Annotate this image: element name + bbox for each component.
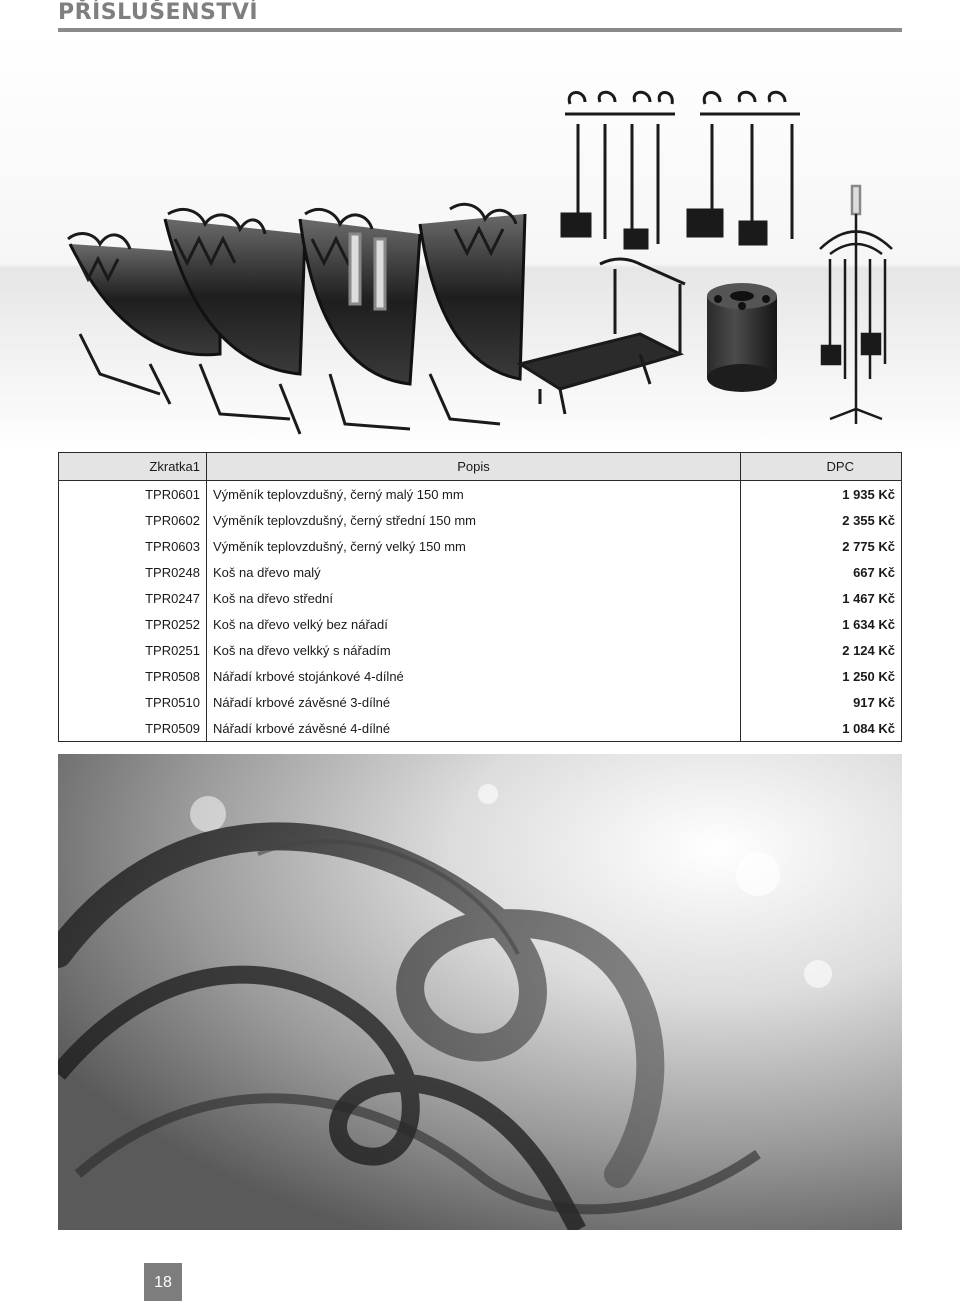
table-row bbox=[59, 585, 902, 611]
cell-code: TPR0248 bbox=[59, 559, 207, 585]
cell-description: Koš na dřevo velkký s nářadím bbox=[207, 637, 741, 663]
table-row bbox=[59, 559, 902, 585]
cell-price: 2 775 Kč bbox=[741, 533, 902, 559]
table-row bbox=[59, 637, 902, 663]
page-number-badge: 18 bbox=[144, 1263, 182, 1301]
cell-price: 917 Kč bbox=[741, 689, 902, 715]
price-table bbox=[58, 452, 902, 742]
header-description: Popis bbox=[207, 453, 741, 481]
cell-code: TPR0510 bbox=[59, 689, 207, 715]
cell-description: Nářadí krbové závěsné 4-dílné bbox=[207, 715, 741, 742]
heat-exchanger bbox=[707, 283, 777, 392]
cell-price: 667 Kč bbox=[741, 559, 902, 585]
cell-price: 1 467 Kč bbox=[741, 585, 902, 611]
cell-code: TPR0247 bbox=[59, 585, 207, 611]
table-row bbox=[59, 481, 902, 508]
table-row bbox=[59, 507, 902, 533]
cell-code: TPR0509 bbox=[59, 715, 207, 742]
cell-price: 2 355 Kč bbox=[741, 507, 902, 533]
cell-description: Koš na dřevo malý bbox=[207, 559, 741, 585]
cell-description: Nářadí krbové závěsné 3-dílné bbox=[207, 689, 741, 715]
table-header-row bbox=[59, 453, 902, 481]
cell-code: TPR0603 bbox=[59, 533, 207, 559]
product-photo bbox=[0, 34, 960, 452]
cell-price: 1 634 Kč bbox=[741, 611, 902, 637]
header-price: DPC bbox=[741, 453, 902, 481]
cell-description: Nářadí krbové stojánkové 4-dílné bbox=[207, 663, 741, 689]
table-row bbox=[59, 689, 902, 715]
heading-divider bbox=[58, 28, 902, 32]
cell-description: Koš na dřevo velký bez nářadí bbox=[207, 611, 741, 637]
cell-price: 2 124 Kč bbox=[741, 637, 902, 663]
table-row bbox=[59, 715, 902, 742]
cell-code: TPR0252 bbox=[59, 611, 207, 637]
table-row bbox=[59, 611, 902, 637]
cell-description: Koš na dřevo střední bbox=[207, 585, 741, 611]
table-row bbox=[59, 533, 902, 559]
cell-code: TPR0602 bbox=[59, 507, 207, 533]
cell-description: Výměník teplovzdušný, černý malý 150 mm bbox=[207, 481, 741, 508]
cell-price: 1 250 Kč bbox=[741, 663, 902, 689]
cell-price: 1 084 Kč bbox=[741, 715, 902, 742]
cell-description: Výměník teplovzdušný, černý střední 150 mm bbox=[207, 507, 741, 533]
cell-code: TPR0601 bbox=[59, 481, 207, 508]
smoke-decoration-image bbox=[58, 754, 902, 1230]
cell-price: 1 935 Kč bbox=[741, 481, 902, 508]
table-row bbox=[59, 663, 902, 689]
page-title: PŘÍSLUŠENSTVÍ bbox=[58, 0, 259, 25]
header-code: Zkratka1 bbox=[59, 453, 207, 481]
cell-code: TPR0251 bbox=[59, 637, 207, 663]
cell-description: Výměník teplovzdušný, černý velký 150 mm bbox=[207, 533, 741, 559]
cell-code: TPR0508 bbox=[59, 663, 207, 689]
